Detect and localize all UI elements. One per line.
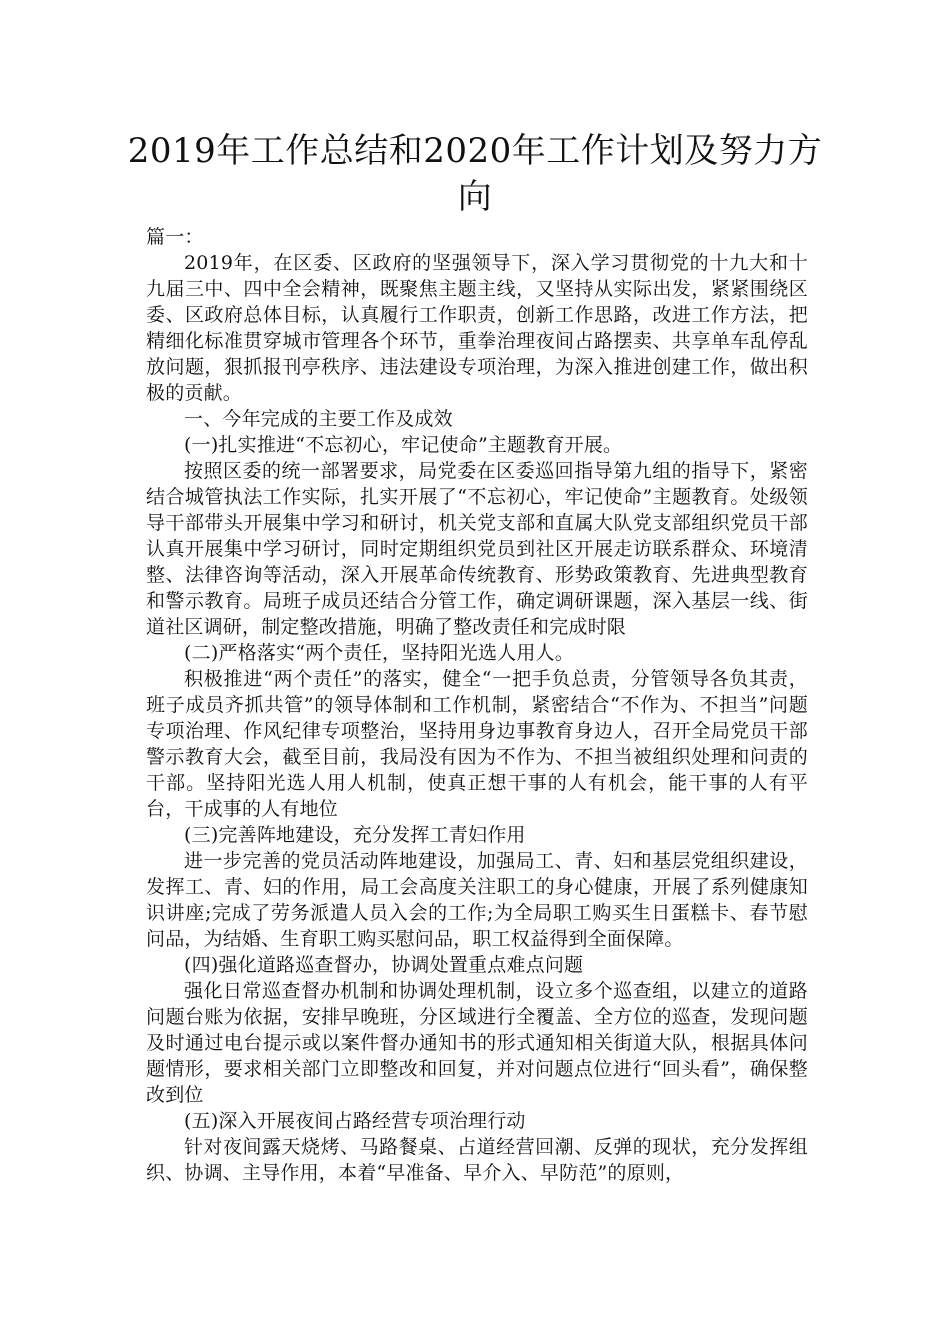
body-paragraph-2: 积极推进“两个责任”的落实，健全“一把手负总责，分管领导各负其责，班子成员齐抓共管”的领导体制和工作机制，紧密结合“不作为、不担当”问题专项治理、作风纪律专项整治，坚持用身边事教育身边人，召开全局党员干部警示教育大会，截至目前，我局没有因为不作为、不担当被组织处理和问责的干部。坚持阳光选人用人机制，使真正想干事的人有机会，能干事的人有平台，干成事的人有地位 <box>146 668 808 820</box>
section-heading: 一、今年完成的主要工作及成效 <box>184 408 453 430</box>
body-paragraph-3: 进一步完善的党员活动阵地建设，加强局工、青、妇和基层党组织建设，发挥工、青、妇的作用，局工会高度关注职工的身心健康，开展了系列健康知识讲座;完成了劳务派遣人员入会的工作;为全局职工购买生日蛋糕卡、春节慰问品，为结婚、生育职工购买慰问品，职工权益得到全面保障。 <box>146 850 808 950</box>
subsection-heading-2: (二)严格落实“两个责任，坚持阳光选人用人。 <box>184 642 574 664</box>
document-title: 2019年工作总结和2020年工作计划及努力方向 <box>127 131 823 217</box>
body-paragraph-4: 强化日常巡查督办机制和协调处理机制，设立多个巡查组，以建立的道路问题台账为依据，安排早晚班，分区域进行全覆盖、全方位的巡查，发现问题及时通过电台提示或以案件督办通知书的形式通知相关街道大队，根据具体问题情形，要求相关部门立即整改和回复，并对问题点位进行“回头看”，确保整改到位 <box>146 980 808 1106</box>
body-paragraph-5: 针对夜间露天烧烤、马路餐桌、占道经营回潮、反弹的现状，充分发挥组织、协调、主导作用，本着“早准备、早介入、早防范”的原则， <box>146 1136 808 1184</box>
body-paragraph-1: 按照区委的统一部署要求，局党委在区委巡回指导第九组的指导下，紧密结合城管执法工作实际，扎实开展了“不忘初心，牢记使命”主题教育。处级领导干部带头开展集中学习和研讨，机关党支部和直属大队党支部组织党员干部认真开展集中学习研讨，同时定期组织党员到社区开展走访联系群众、环境清整、法律咨询等活动，深入开展革命传统教育、形势政策教育、先进典型教育和警示教育。局班子成员还结合分管工作，确定调研课题，深入基层一线、街道社区调研，制定整改措施，明确了整改责任和完成时限 <box>146 460 808 638</box>
document-body <box>146 224 808 1186</box>
intro-paragraph: 2019年，在区委、区政府的坚强领导下，深入学习贯彻党的十九大和十九届三中、四中全会精神，既聚焦主题主线，又坚持从实际出发，紧紧围绕区委、区政府总体目标，认真履行工作职责，创新工作思路，改进工作方法，把精细化标准贯穿城市管理各个环节，重拳治理夜间占路摆卖、共享单车乱停乱放问题，狠抓报刊亭秩序、违法建设专项治理，为深入推进创建工作，做出积极的贡献。 <box>146 252 808 404</box>
subsection-heading-3: (三)完善阵地建设，充分发挥工青妇作用 <box>184 824 526 846</box>
subsection-heading-1: (一)扎实推进“不忘初心，牢记使命”主题教育开展。 <box>184 434 623 456</box>
subsection-heading-5: (五)深入开展夜间占路经营专项治理行动 <box>184 1110 526 1132</box>
subsection-heading-4: (四)强化道路巡查督办，协调处置重点难点问题 <box>184 954 584 976</box>
section-label: 篇一： <box>146 226 204 248</box>
